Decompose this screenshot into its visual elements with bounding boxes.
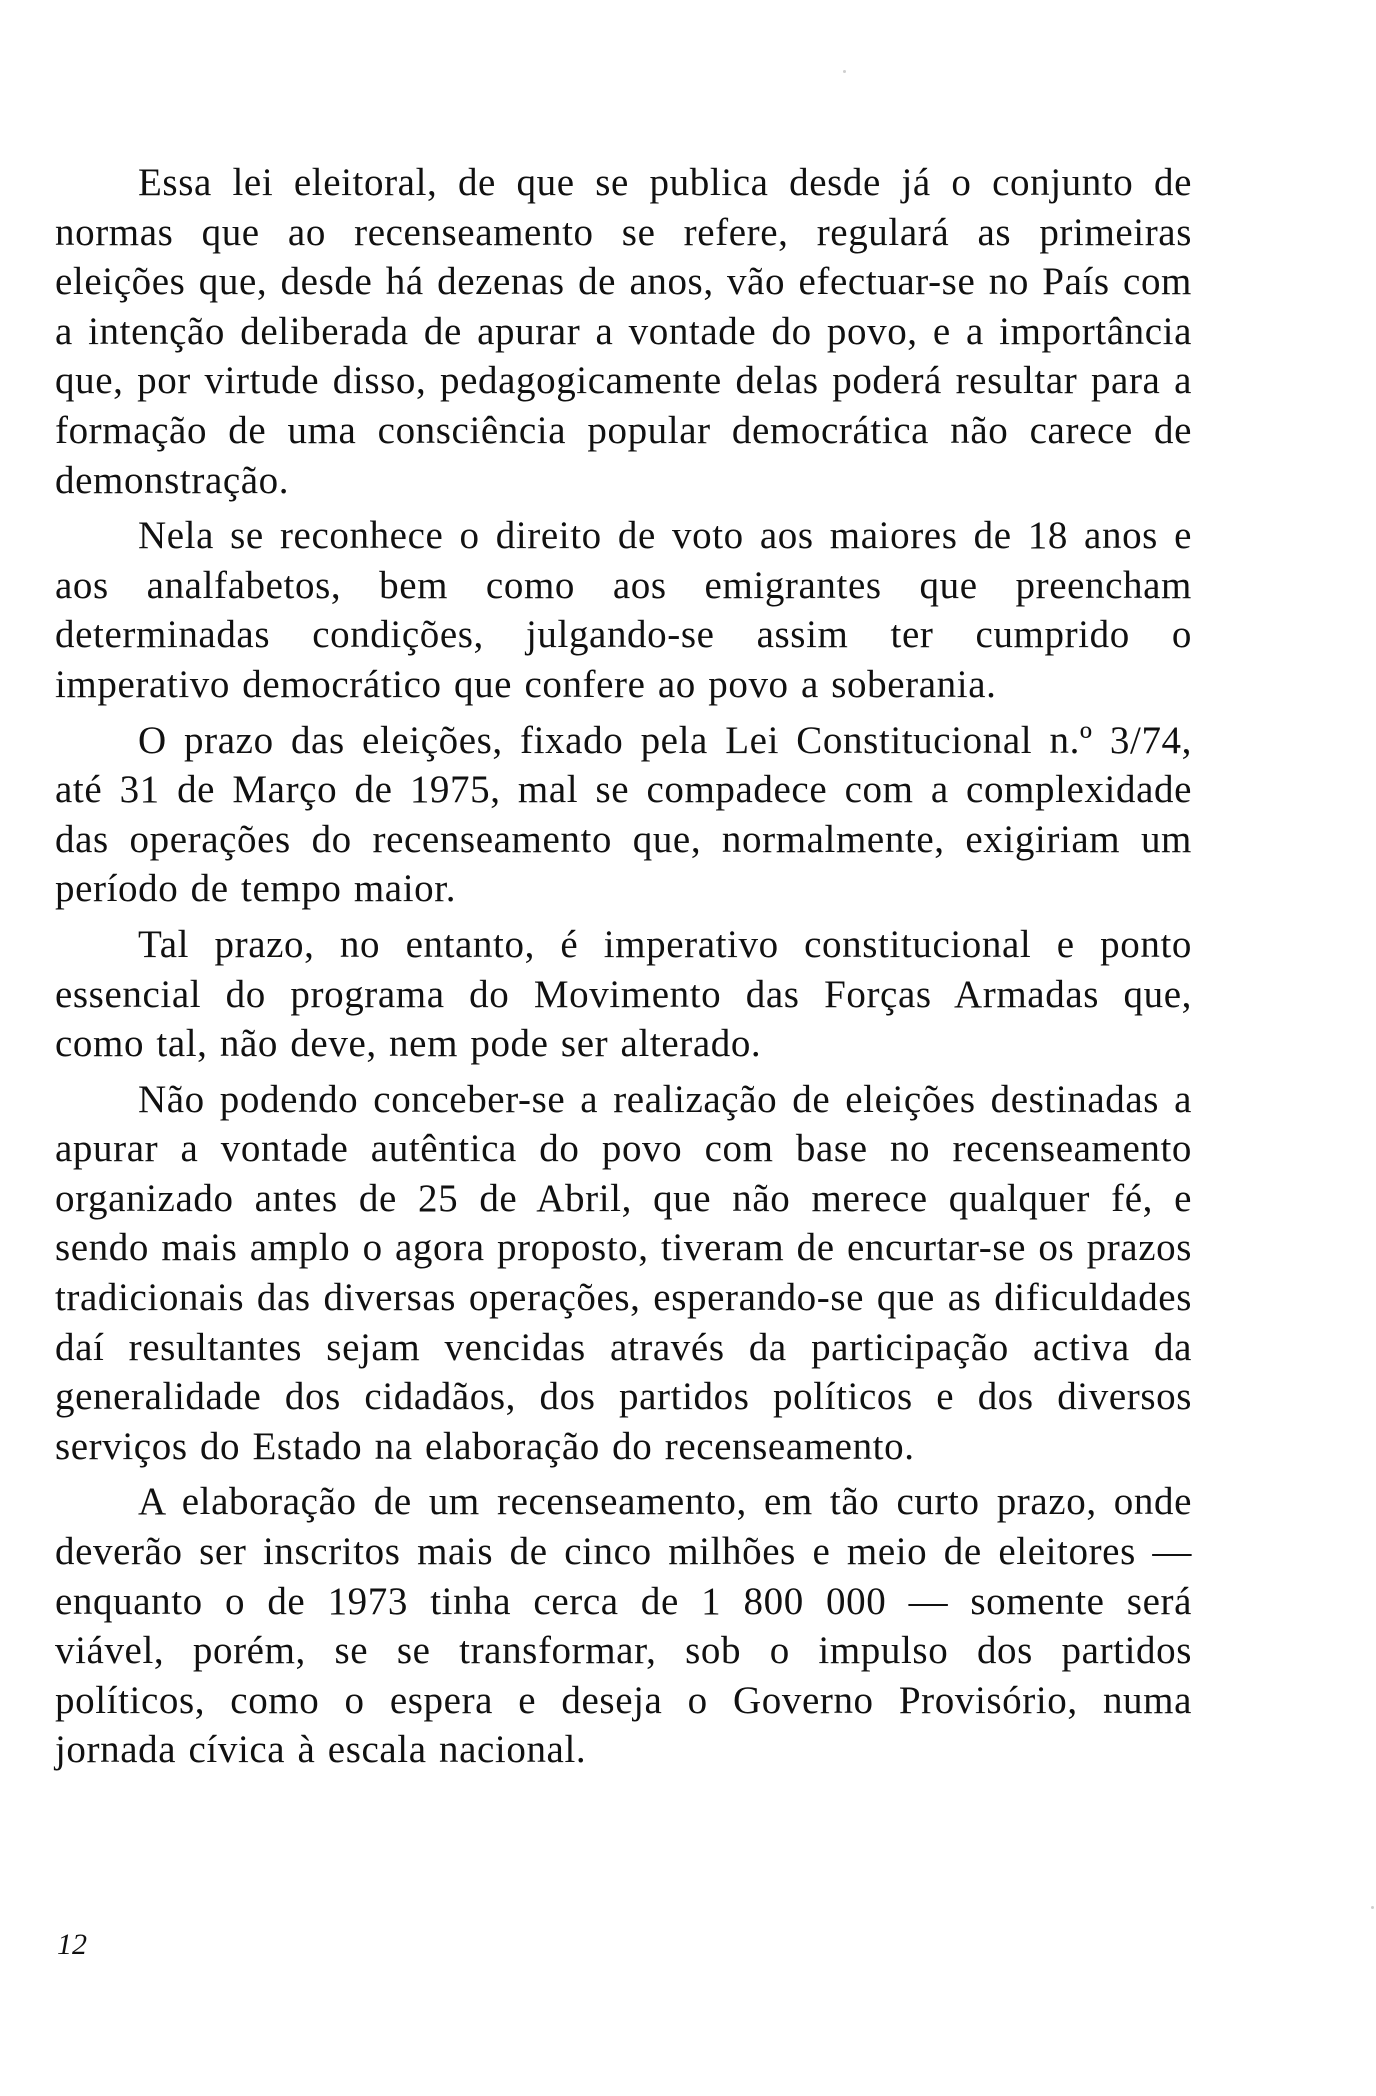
paragraph-1: Essa lei eleitoral, de que se publica desde já o conjunto de normas que ao recenseamento se refere, regulará as primeiras eleições que, desde há dezenas de anos, vão efectuar-se no País com a intenção deliberada de apurar a vontade do povo, e a importância que, por virtude disso, pedagogicamente delas poderá resultar para a formação de uma consciência popular democrática não carece de demonstração. [55, 161, 1192, 502]
page-number: 12 [57, 1928, 87, 1961]
paragraph-5: Não podendo conceber-se a realização de eleições destinadas a apurar a vontade autêntica do povo com base no recenseamento organizado antes de 25 de Abril, que não merece qualquer fé, e sendo mais amplo o agora proposto, tiveram de encurtar-se os prazos tradicionais das diversas operações, esperando-se que as dificuldades daí resultantes sejam vencidas através da participação activa da generalidade dos cidadãos, dos partidos políticos e dos diversos serviços do Estado na elaboração do recenseamento. [55, 1077, 1193, 1468]
paragraph-3: O prazo das eleições, fixado pela Lei Constitucional n.º 3/74, até 31 de Março de 1975, mal se compadece com a complexidade das operações do recenseamento que, normalmente, exigiriam um período de tempo maior. [55, 718, 1192, 911]
scan-speck [843, 70, 846, 73]
paragraph-2: Nela se reconhece o direito de voto aos maiores de 18 anos e aos analfabetos, bem como aos emigrantes que preencham determinadas condições, julgando-se assim ter cumprido o imperativo democrático que confere ao povo a soberania. [55, 514, 1192, 706]
paragraph-6: A elaboração de um recenseamento, em tão curto prazo, onde deverão ser inscritos mais de cinco milhões e meio de eleitores — enquanto o de 1973 tinha cerca de 1 800 000 — somente será viável, porém, se se transformar, sob o impulso dos partidos políticos, como o espera e deseja o Governo Provisório, numa jornada cívica à escala nacional. [55, 1480, 1192, 1772]
body-text [55, 158, 1192, 1781]
paragraph-4: Tal prazo, no entanto, é imperativo constitucional e ponto essencial do programa do Movimento das Forças Armadas que, como tal, não deve, nem pode ser alterado. [55, 922, 1192, 1066]
scan-speck [1371, 1906, 1374, 1909]
